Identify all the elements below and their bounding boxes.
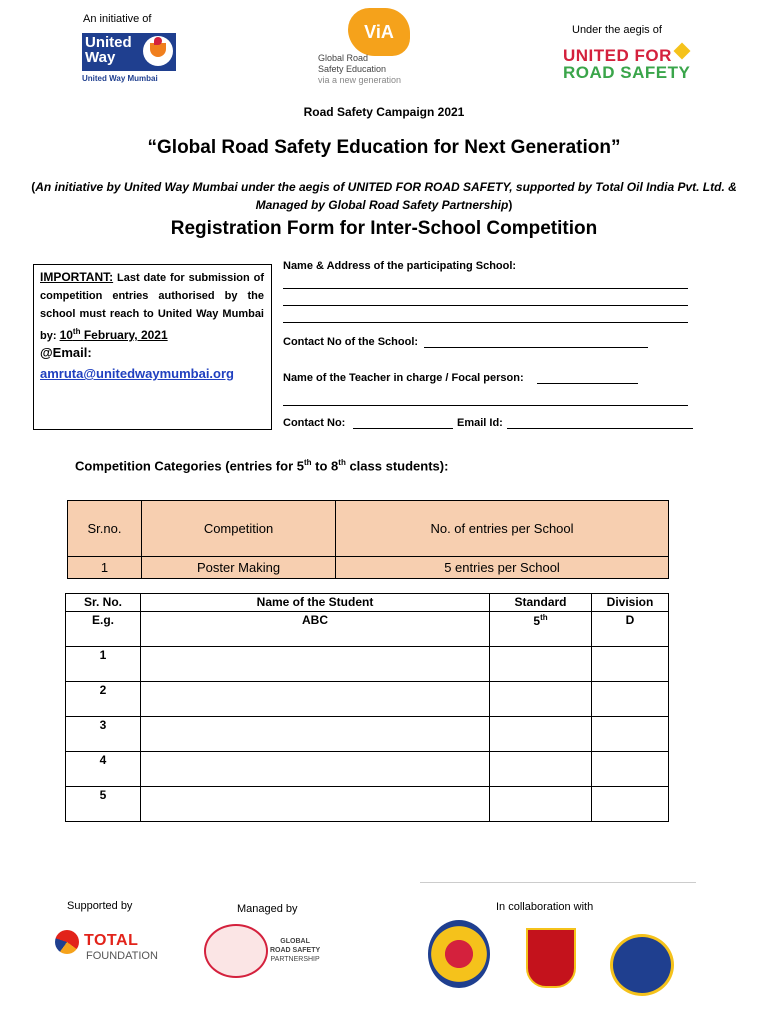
table-row (68, 557, 669, 579)
table-row[interactable] (66, 647, 669, 682)
header-entries: No. of entries per School (336, 501, 669, 557)
subtitle: (An initiative by United Way Mumbai under the aegis of UNITED FOR ROAD SAFETY, supported by Total Oil India Pvt. Ltd. & Managed by Global Road Safety Partnership) (31, 180, 737, 212)
ufrs-logo: UNITED FOR ROAD SAFETY (563, 46, 691, 82)
school-name-line-1[interactable] (283, 288, 688, 289)
cell-student-name: ABC (141, 612, 490, 647)
cell-standard: 5th (490, 612, 592, 647)
cell-srno: 1 (66, 647, 141, 682)
important-box (33, 264, 272, 430)
table-row[interactable] (66, 787, 669, 822)
cell-student-name[interactable] (141, 717, 490, 752)
cell-division[interactable] (592, 787, 669, 822)
collab-label: In collaboration with (496, 901, 594, 913)
teacher-label: Name of the Teacher in charge / Focal person: (283, 372, 524, 384)
grsp-logo-icon (204, 924, 268, 978)
grsp-logo-text: GLOBAL ROAD SAFETY PARTNERSHIP (270, 938, 321, 963)
important-text: IMPORTANT: Last date for submission of competition entries authorised by the school must reach to United Way Mumbai by: 10th February, 2021 (40, 270, 264, 342)
cell-division[interactable] (592, 682, 669, 717)
header-srno: Sr.no. (68, 501, 142, 557)
cell-division: D (592, 612, 669, 647)
categories-heading: Competition Categories (entries for 5th to 8th class students): (75, 458, 449, 474)
main-title: “Global Road Safety Education for Next Generation” (147, 137, 621, 158)
managed-label: Managed by (237, 903, 298, 915)
cell-division[interactable] (592, 717, 669, 752)
header-srno: Sr. No. (66, 594, 141, 612)
school-name-label: Name & Address of the participating School: (283, 260, 517, 272)
total-logo-icon (55, 930, 79, 954)
cell-srno: 1 (68, 557, 142, 579)
cell-srno: 4 (66, 752, 141, 787)
categories-table (67, 500, 669, 579)
email-label: @Email: (40, 345, 92, 360)
cell-standard[interactable] (490, 752, 592, 787)
table-row[interactable] (66, 752, 669, 787)
table-row-example (66, 612, 669, 647)
table-header-row (66, 594, 669, 612)
header-competition: Competition (142, 501, 336, 557)
supported-label: Supported by (67, 900, 133, 912)
email-id-field[interactable] (507, 428, 693, 429)
header-student-name: Name of the Student (141, 594, 490, 612)
email-link[interactable]: amruta@unitedwaymumbai.org (40, 366, 234, 381)
via-caption: Global Road Safety Education via a new generation (318, 53, 402, 85)
cell-standard[interactable] (490, 682, 592, 717)
school-name-line-2[interactable] (283, 305, 688, 306)
contact-school-field[interactable] (424, 347, 648, 348)
students-table (65, 593, 669, 822)
united-way-logo-text: United Way (85, 34, 132, 66)
teacher-line-2[interactable] (283, 405, 688, 406)
rainbow-person-icon (154, 37, 162, 45)
united-way-caption: United Way Mumbai (82, 74, 158, 83)
table-header-row (68, 501, 669, 557)
form-title: Registration Form for Inter-School Competition (170, 218, 598, 239)
cell-division[interactable] (592, 752, 669, 787)
contact-school-label: Contact No of the School: (283, 336, 419, 348)
table-row[interactable] (66, 682, 669, 717)
contact-field[interactable] (353, 428, 453, 429)
cell-division[interactable] (592, 647, 669, 682)
mumbai-municipal-seal-icon (428, 920, 490, 988)
campaign-title: Road Safety Campaign 2021 (303, 105, 465, 119)
cell-competition: Poster Making (142, 557, 336, 579)
contact-label: Contact No: (283, 417, 346, 429)
footer-divider (420, 882, 696, 883)
table-row[interactable] (66, 717, 669, 752)
cell-standard[interactable] (490, 787, 592, 822)
cell-srno: 2 (66, 682, 141, 717)
cell-standard[interactable] (490, 717, 592, 752)
total-foundation-text: FOUNDATION (86, 950, 158, 962)
initiative-label: An initiative of (83, 13, 152, 25)
cell-entries: 5 entries per School (336, 557, 669, 579)
cell-student-name[interactable] (141, 787, 490, 822)
cell-student-name[interactable] (141, 752, 490, 787)
email-id-label: Email Id: (457, 417, 503, 429)
police-emblem-icon (526, 928, 576, 988)
aegis-label: Under the aegis of (572, 24, 662, 36)
header-standard: Standard (490, 594, 592, 612)
cell-student-name[interactable] (141, 682, 490, 717)
via-logo: ViA (348, 8, 410, 56)
cell-srno: 3 (66, 717, 141, 752)
school-name-line-3[interactable] (283, 322, 688, 323)
teacher-field[interactable] (537, 383, 638, 384)
cell-student-name[interactable] (141, 647, 490, 682)
total-logo-text: TOTAL (84, 932, 139, 949)
united-way-logo (82, 33, 176, 71)
cell-srno: E.g. (66, 612, 141, 647)
header-division: Division (592, 594, 669, 612)
cell-standard[interactable] (490, 647, 592, 682)
cell-srno: 5 (66, 787, 141, 822)
traffic-police-seal-icon (610, 934, 674, 996)
